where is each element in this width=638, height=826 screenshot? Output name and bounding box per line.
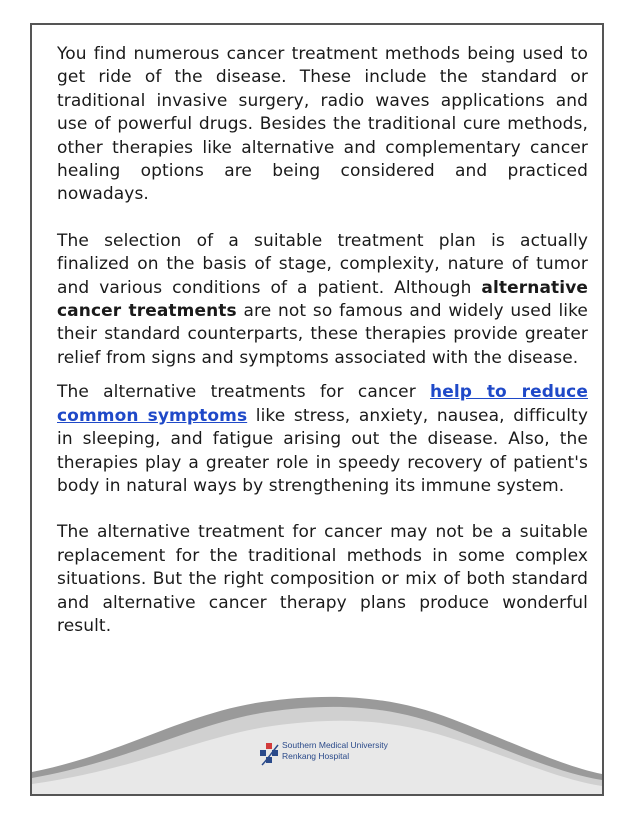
paragraph-4-text: The alternative treatment for cancer may not be a suitable replacement for the traditional methods in some complex situations. But the right composition or mix of both standard and alternative cancer therapy plans produce wonderful result. — [57, 522, 588, 636]
document-body — [57, 43, 588, 638]
paragraph-2-text-b: are not so famous and widely used like their standard counterparts, these therapies provide greater relief from signs and symptoms associated with the disease. — [57, 301, 588, 368]
paragraph-3 — [57, 381, 588, 498]
paragraph-2 — [57, 230, 588, 370]
paragraph-4 — [57, 521, 588, 638]
hospital-emblem-icon — [258, 741, 280, 767]
hospital-logo — [258, 737, 418, 775]
paragraph-1 — [57, 43, 588, 207]
hospital-name — [282, 740, 388, 762]
bold-keyword: alternative cancer treatments — [57, 277, 588, 322]
paragraph-1-text: You find numerous cancer treatment methods being used to get ride of the disease. These include the standard or traditional invasive surgery, radio waves applications and use of powerful drugs. Besides the traditional cure methods, other therapies like alternative and complementary cancer healing options are being considered and practiced nowadays. — [57, 44, 588, 205]
paragraph-3-text-a: The alternative treatments for cancer — [57, 382, 431, 403]
footer-wave — [32, 674, 602, 794]
hospital-name-line-2: Renkang Hospital — [282, 751, 350, 761]
symptoms-link[interactable]: help to reduce common symptoms — [57, 382, 588, 426]
paragraph-3-text-b: like stress, anxiety, nausea, difficulty in sleeping, and fatigue arising out the disease. Also, the therapies play a greater role in speedy recovery of patient's body in natural ways by strengthening its immune system. — [57, 405, 588, 496]
page-frame — [30, 23, 604, 796]
paragraph-2-text-a: The selection of a suitable treatment plan is actually finalized on the basis of stage, complexity, nature of tumor and various conditions of a patient. Although — [57, 230, 588, 298]
hospital-name-line-1: Southern Medical University — [282, 740, 388, 750]
